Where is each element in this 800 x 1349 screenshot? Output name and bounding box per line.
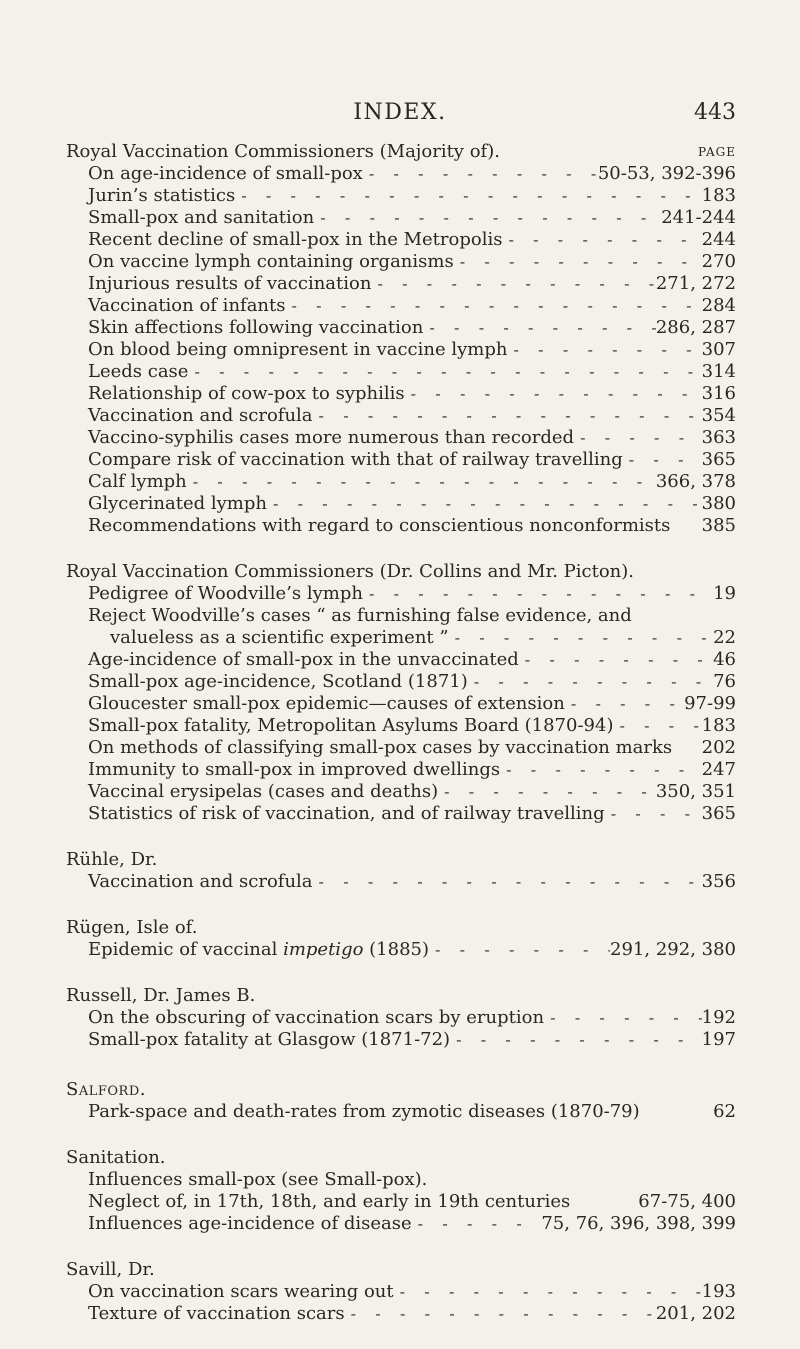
entry-heading: Rühle, Dr. — [66, 849, 158, 870]
index-entry — [66, 561, 736, 825]
subentry: Influences age-incidence of disease - - 75, 76, 396, 398, 399 — [66, 1213, 736, 1235]
subentry: Relationship of cow-pox to syphilis - - 316 — [66, 383, 736, 405]
subentry: Vaccination and scrofula - - 354 — [66, 405, 736, 427]
subentry: Small-pox and sanitation - - 241-244 — [66, 207, 736, 229]
subentry: Park-space and death-rates from zymotic diseases (1870-79) 62 — [88, 1101, 736, 1122]
entry-heading: Savill, Dr. — [66, 1259, 155, 1280]
running-title: INDEX. — [353, 100, 447, 125]
subentry: On vaccine lymph containing organisms - - 270 — [66, 251, 736, 273]
subentry: On the obscuring of vaccination scars by eruption - - 192 — [66, 1007, 736, 1029]
subentry: Reject Woodville’s cases “ as furnishing false evidence, and — [88, 605, 632, 626]
subentry: On blood being omnipresent in vaccine lymph - - 307 — [66, 339, 736, 361]
index-entry — [66, 985, 736, 1051]
subentry: On vaccination scars wearing out - - 193 — [66, 1281, 736, 1303]
entry-heading: Royal Vaccination Commissioners (Majority of). PAGE — [66, 141, 736, 162]
subentry: Vaccination and scrofula - - 356 — [66, 871, 736, 893]
subentry: Immunity to small-pox in improved dwellings - - 247 — [66, 759, 736, 781]
subentry: Neglect of, in 17th, 18th, and early in 19th centuries 67-75, 400 — [88, 1191, 736, 1212]
subentry: Vaccination of infants - - 284 — [66, 295, 736, 317]
index-entry — [66, 1079, 736, 1123]
entry-heading: Rügen, Isle of. — [66, 917, 198, 938]
page-header — [0, 100, 800, 140]
subentry: Skin affections following vaccination - - 286, 287 — [66, 317, 736, 339]
subentry: Epidemic of vaccinal impetigo (1885) - - 291, 292, 380 — [66, 939, 736, 961]
subentry: Age-incidence of small-pox in the unvaccinated - - 46 — [66, 649, 736, 671]
subentry: On methods of classifying small-pox cases by vaccination marks 202 — [88, 737, 736, 758]
subentry: Small-pox fatality at Glasgow (1871-72) - - 197 — [66, 1029, 736, 1051]
index-entry — [66, 1147, 736, 1235]
entry-heading: Salford. — [66, 1079, 146, 1100]
entry-heading: Russell, Dr. James B. — [66, 985, 256, 1006]
subentry: Jurin’s statistics - - 183 — [66, 185, 736, 207]
subentry: Gloucester small-pox epidemic—causes of extension - - 97-99 — [66, 693, 736, 715]
entry-heading: Royal Vaccination Commissioners (Dr. Collins and Mr. Picton). — [66, 561, 634, 582]
subentry: Recommendations with regard to conscientious nonconformists 385 — [88, 515, 736, 536]
subentry: Small-pox age-incidence, Scotland (1871) - - 76 — [66, 671, 736, 693]
page-column-label: PAGE — [698, 145, 736, 159]
index-body — [66, 141, 736, 1349]
index-entry — [66, 141, 736, 537]
index-entry — [66, 1259, 736, 1325]
subentry: Vaccinal erysipelas (cases and deaths) - - 350, 351 — [66, 781, 736, 803]
entry-heading: Sanitation. — [66, 1147, 166, 1168]
subentry-continuation: valueless as a scientific experiment ” - - 22 — [66, 627, 736, 649]
index-entry — [66, 849, 736, 893]
subentry: Calf lymph - - 366, 378 — [66, 471, 736, 493]
subentry: Pedigree of Woodville’s lymph - - 19 — [66, 583, 736, 605]
subentry: Statistics of risk of vaccination, and of railway travelling - - 365 — [66, 803, 736, 825]
page-number: 443 — [694, 100, 736, 125]
subentry: Leeds case - - 314 — [66, 361, 736, 383]
subentry: Texture of vaccination scars - - 201, 202 — [66, 1303, 736, 1325]
subentry: On age-incidence of small-pox - - 50-53, 392-396 — [66, 163, 736, 185]
subentry: Glycerinated lymph - - 380 — [66, 493, 736, 515]
subentry: Vaccino-syphilis cases more numerous than recorded - - 363 — [66, 427, 736, 449]
subentry: Recent decline of small-pox in the Metropolis - - 244 — [66, 229, 736, 251]
subentry: Small-pox fatality, Metropolitan Asylums Board (1870-94) - - 183 — [66, 715, 736, 737]
subentry: Influences small-pox (see Small-pox). — [88, 1169, 428, 1190]
index-entry — [66, 917, 736, 961]
subentry: Compare risk of vaccination with that of railway travelling - - 365 — [66, 449, 736, 471]
subentry: Injurious results of vaccination - - 271, 272 — [66, 273, 736, 295]
